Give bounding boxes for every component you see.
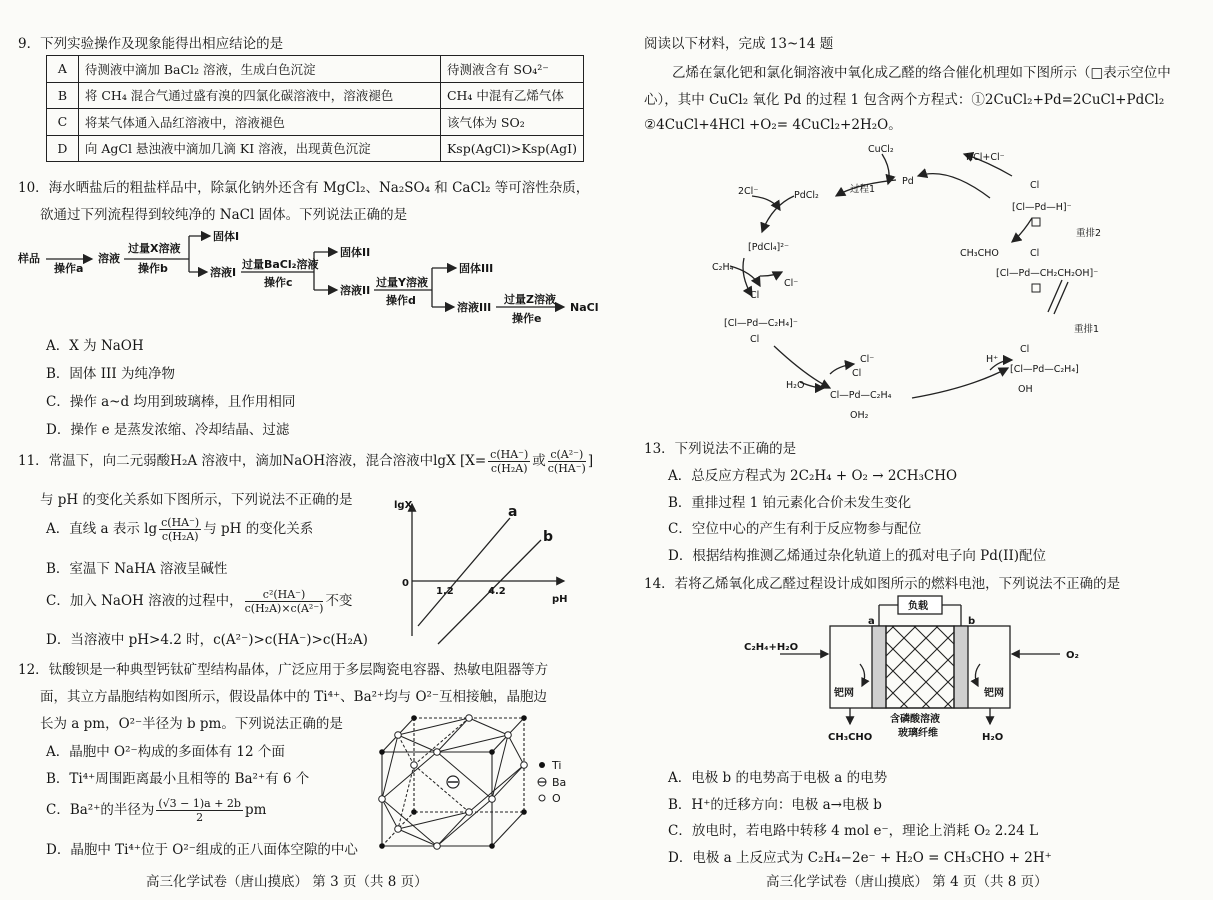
cell-output-left: CH₃CHO [828,732,873,743]
q10-option-b: B．固体 III 为纯净物 [46,366,176,382]
q11-stem-1: 11．常温下，向二元弱酸H₂A 溶液中，滴加NaOH溶液，混合溶液中lgX [X= $\frac{c(HA^-)}{\text{c(H₂A)}}$ 或 $\frac{\text{c(A²⁻)}}{c(HA^-)}$ ] [18,448,594,475]
cell-label-a: a [868,616,875,627]
mech-pdcl4: [PdCl₄]²⁻ [748,242,790,253]
q11-tick-2: 4.2 [488,586,506,597]
q12-option-a: A．晶胞中 O²⁻构成的多面体有 12 个面 [46,744,285,760]
q11-line-a [418,518,510,626]
q9-row [47,82,584,109]
mech-cl-low-top: Cl [1020,344,1030,355]
q9-row-conclusion: 待测液含有 SO₄²⁻ [440,56,583,83]
q13-option-c: C．空位中心的产生有利于反应物参与配位 [668,521,922,537]
mech-complex-bottom: Cl—Pd—C₂H₄ [830,390,892,401]
flow-excess-x: 过量X溶液 [128,242,181,255]
mech-complex-top: [Cl—Pd—H]⁻ [1012,202,1072,213]
cell-label-b: b [968,616,976,627]
mech-pd: Pd [902,176,914,187]
q12-stem-2: 面，其立方晶胞结构如图所示，假设晶体中的 Ti⁴⁺、Ba²⁺均与 O²⁻互相接触，晶胞边 [40,689,548,705]
q11-option-b: B．室温下 NaHA 溶液呈碱性 [46,561,228,577]
mech-cl-minus-1: Cl⁻ [784,278,799,289]
mech-complex-low: [Cl—Pd—C₂H₄] [1010,364,1079,375]
q9-row-label: B [47,82,79,109]
q11-option-c: C．加入 NaOH 溶液的过程中， $\frac{\text{c²(HA⁻)}}{\text{c(H₂A)×c(A²⁻)}}$ 不变 [46,588,353,615]
legend-ti: Ti [552,759,562,772]
mech-rearr1: 重排1 [1074,324,1100,335]
cell-input-left: C₂H₄+H₂O [744,642,799,653]
cell-mesh-left: 钯网 [834,688,854,699]
cell-input-right: O₂ [1066,650,1079,661]
material-intro: 阅读以下材料，完成 13~14 题 [644,36,834,52]
mechanism-diagram [690,136,1210,432]
crystal-legend [538,759,566,805]
flow-solid-1: 固体I [213,230,240,243]
q9-row [47,135,584,162]
cell-load: 负载 [908,601,928,612]
mech-complex-left: [Cl—Pd—C₂H₄]⁻ [724,318,798,329]
flow-solution-3: 溶液III [457,301,492,314]
q11-tick-1: 1.2 [436,586,454,597]
mech-complex-mid: [Cl—Pd—CH₂CH₂OH]⁻ [996,268,1099,279]
q9-row-content: 将 CH₄ 混合气通过盛有溴的四氯化碳溶液中，溶液褪色 [78,82,440,109]
flow-solid-2: 固体II [340,246,371,259]
flow-solution-1: 溶液I [210,266,237,279]
q13-option-b: B．重排过程 1 铂元素化合价未发生变化 [668,495,912,511]
mech-cl-bottom-left: Cl [750,334,760,345]
mech-cucl2: CuCl₂ [868,144,894,155]
q12-stem-3: 长为 a pm，O²⁻半径为 b pm。下列说法正确的是 [40,716,343,732]
q9-row [47,109,584,136]
flow-excess-z: 过量Z溶液 [504,293,556,306]
q9-row-label: A [47,56,79,83]
mech-oh: OH [1018,384,1033,395]
q11-option-d: D．当溶液中 pH>4.2 时，c(A²⁻)>c(HA⁻)>c(H₂A) [46,632,368,648]
flow-op-c: 操作c [264,276,293,289]
q14-option-d: D．电极 a 上反应式为 C₂H₄−2e⁻ + H₂O = CH₃CHO + 2H⁺ [668,850,1052,866]
mech-process1: 过程1 [850,184,876,195]
mech-oh2: OH₂ [850,410,869,421]
q11-stem-2: 与 pH 的变化关系如下图所示，下列说法不正确的是 [40,492,353,508]
legend-ba: Ba [552,776,567,789]
flow-sample: 样品 [18,252,40,265]
q12-crystal-cell [374,712,606,850]
q10-option-d: D．操作 e 是蒸发浓缩、冷却结晶、过滤 [46,422,290,438]
q11-label-a: a [508,504,518,520]
cell-electrolyte-1: 含磷酸溶液 [890,714,940,725]
mech-hcl: HCl+Cl⁻ [966,152,1005,163]
mech-pdcl2: PdCl₂ [794,190,819,201]
mech-cl-top-left: Cl [750,290,760,301]
q11-ylabel: lgX [394,500,413,511]
flow-nacl: NaCl [570,301,599,314]
flow-op-d: 操作d [386,294,416,307]
q13-stem: 13．下列说法不正确的是 [644,441,797,457]
fuel-cell-diagram [744,594,1090,756]
material-para-1: 乙烯在氯化钯和氯化铜溶液中氧化成乙醛的络合催化机理如下图所示（□表示空位中 [672,65,1171,81]
mech-h2o: H₂O [786,380,805,391]
q9-row-conclusion: CH₄ 中混有乙烯气体 [440,82,583,109]
mech-cl-minus-2: Cl⁻ [860,354,875,365]
q10-option-a: A．X 为 NaOH [46,338,144,354]
mech-ch3cho: CH₃CHO [960,248,999,259]
q10-flow-diagram [14,222,604,330]
flow-op-a: 操作a [54,262,84,275]
mech-cl-mid-top: Cl [1030,248,1040,259]
mech-c2h4: C₂H₄ [712,262,734,273]
left-footer: 高三化学试卷（唐山摸底） 第 3 页（共 8 页） [146,874,428,890]
q9-row-content: 待测液中滴加 BaCl₂ 溶液，生成白色沉淀 [78,56,440,83]
mech-cl-top: Cl [1030,180,1040,191]
electrode-b [954,626,968,708]
vacancy-icon-1 [1032,218,1040,226]
flow-solid-3: 固体III [459,262,494,275]
q12-option-d: D．晶胞中 Ti⁴⁺位于 O²⁻组成的正八面体空隙的中心 [46,842,358,858]
flow-solution: 溶液 [98,252,120,265]
q10-stem-1: 10．海水晒盐后的粗盐样品中，除氯化钠外还含有 MgCl₂、Na₂SO₄ 和 CaCl₂ 等可溶性杂质， [18,180,590,196]
q11-graph [388,496,588,646]
flow-op-e: 操作e [512,312,542,325]
ba-center-atom [447,776,459,788]
flow-excess-y: 过量Y溶液 [376,276,428,289]
q9-row-label: D [47,135,79,162]
mech-h-plus: H⁺ [986,354,999,365]
q9-row-conclusion: Ksp(AgCl)>Ksp(AgI) [440,135,583,162]
right-page [610,0,1213,900]
electrode-a [872,626,886,708]
mech-2cl: 2Cl⁻ [738,186,759,197]
q14-option-c: C．放电时，若电路中转移 4 mol e⁻，理论上消耗 O₂ 2.24 L [668,823,1039,839]
right-footer: 高三化学试卷（唐山摸底） 第 4 页（共 8 页） [766,874,1048,890]
q9-row-conclusion: 该气体为 SO₂ [440,109,583,136]
cell-mesh-right: 钯网 [984,688,1004,699]
flow-solution-2: 溶液II [340,284,371,297]
q11-option-a: A．直线 a 表示 lg $\frac{c(HA^-)}{\text{c(H₂A)}}$ 与 pH 的变化关系 [46,516,314,543]
flow-op-b: 操作b [138,262,168,275]
material-para-2: 心），其中 CuCl₂ 氧化 Pd 的过程 1 包含两个方程式：①2CuCl₂+Pd=2CuCl+PdCl₂ [644,92,1165,108]
q13-option-d: D．根据结构推测乙烯通过杂化轨道上的孤对电子向 Pd(II)配位 [668,548,1047,564]
q13-option-a: A．总反应方程式为 2C₂H₄ + O₂ → 2CH₃CHO [668,468,958,484]
q9-stem: 9．下列实验操作及现象能得出相应结论的是 [18,36,284,52]
q11-xlabel: pH [552,594,568,605]
q12-option-c: C．Ba²⁺的半径为 $\frac{(√3 - 1)a + 2b}{2}$ pm [46,797,267,824]
q11-origin: 0 [402,578,409,589]
q10-option-c: C．操作 a~d 均用到玻璃棒，且作用相同 [46,394,296,410]
q9-row-content: 向 AgCl 悬浊液中滴加几滴 KI 溶液，出现黄色沉淀 [78,135,440,162]
q9-table [46,55,584,162]
mech-cl-bottom-top: Cl [852,368,862,379]
cell-electrolyte-2: 玻璃纤维 [898,728,938,739]
mech-rearr2: 重排2 [1076,228,1102,239]
electrolyte-membrane [886,626,954,708]
legend-o: O [552,792,561,805]
q11-label-b: b [543,529,554,545]
flow-excess-bacl2: 过量BaCl₂溶液 [242,258,319,271]
material-para-3: ②4CuCl+4HCl +O₂= 4CuCl₂+2H₂O。 [644,117,902,133]
q9-row-content: 将某气体通入品红溶液中，溶液褪色 [78,109,440,136]
q14-option-a: A．电极 b 的电势高于电极 a 的电势 [668,770,888,786]
q12-stem-1: 12．钛酸钡是一种典型钙钛矿型结构晶体，广泛应用于多层陶瓷电容器、热敏电阻器等方 [18,662,549,678]
cell-output-right: H₂O [982,732,1004,743]
vacancy-icon-2 [1032,284,1040,292]
q12-option-b: B．Ti⁴⁺周围距离最小且相等的 Ba²⁺有 6 个 [46,771,310,787]
q9-row-label: C [47,109,79,136]
q14-stem: 14．若将乙烯氧化成乙醛过程设计成如图所示的燃料电池，下列说法不正确的是 [644,576,1121,592]
q10-stem-2: 欲通过下列流程得到较纯净的 NaCl 固体。下列说法正确的是 [40,207,408,223]
q9-row [47,56,584,83]
q14-option-b: B．H⁺的迁移方向：电极 a→电极 b [668,797,882,813]
